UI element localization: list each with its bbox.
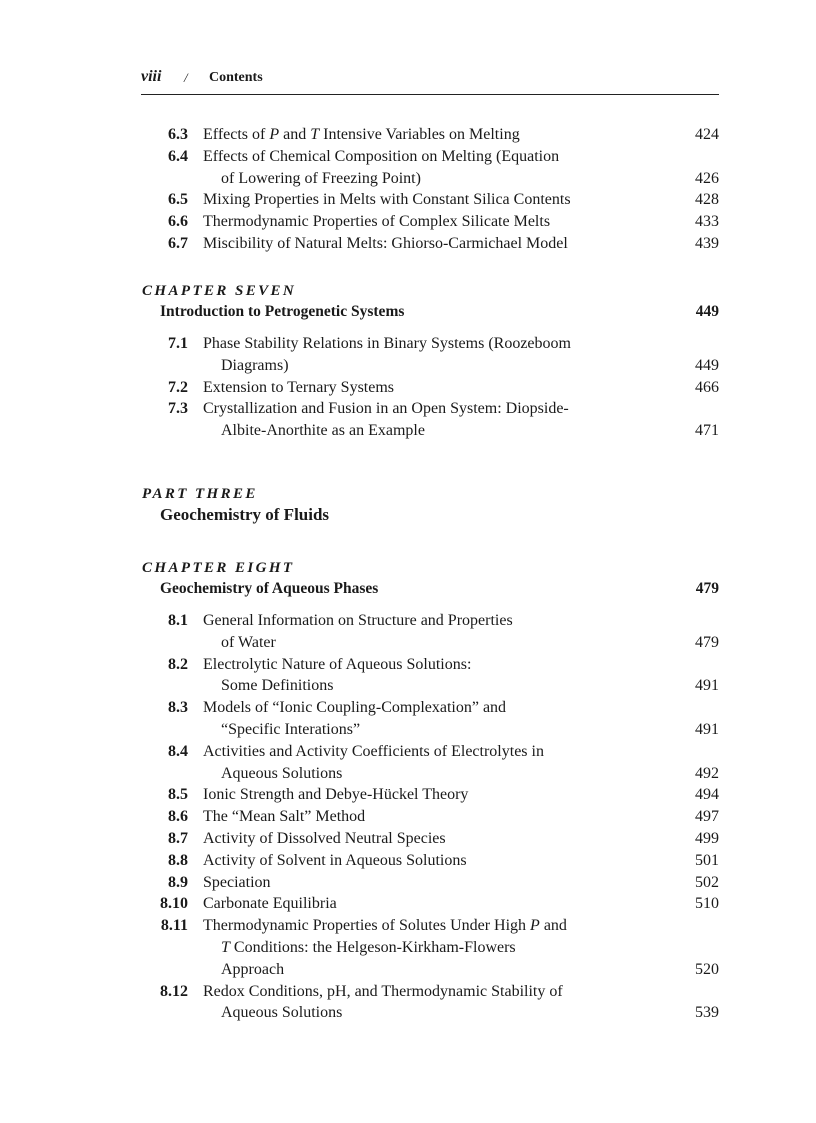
- section-title-line: of Lowering of Freezing Point): [221, 169, 421, 187]
- section-title-line: Albite-Anorthite as an Example: [221, 422, 425, 440]
- section-page-number: 510: [695, 895, 719, 913]
- section-title-line: of Water: [221, 633, 276, 651]
- section-title-line: Extension to Ternary Systems: [203, 378, 395, 396]
- section-number: 8.3: [168, 699, 188, 717]
- section-page-number: 497: [695, 808, 719, 826]
- header-separator: /: [184, 70, 188, 85]
- section-title-line: General Information on Structure and Properties: [203, 612, 513, 629]
- section-number: 8.4: [168, 742, 188, 760]
- section-number: 8.8: [168, 851, 188, 869]
- section-title-line: Approach: [221, 960, 285, 978]
- section-title-line: Ionic Strength and Debye-Hückel Theory: [203, 786, 469, 804]
- running-header: [141, 68, 719, 95]
- section-title-line: Thermodynamic Properties of Solutes Under High P and: [203, 917, 567, 935]
- section-number: 8.10: [160, 895, 188, 913]
- part-three-title: Geochemistry of Fluids: [160, 505, 330, 524]
- section-page-number: 433: [695, 213, 719, 231]
- section-title-line: Redox Conditions, pH, and Thermodynamic Stability of: [203, 982, 563, 1000]
- section-title-line: Aqueous Solutions: [221, 764, 343, 782]
- section-title-line: T Conditions: the Helgeson-Kirkham-Flowers: [221, 939, 516, 956]
- section-title-line: Diagrams): [221, 356, 289, 374]
- section-page-number: 424: [695, 126, 719, 143]
- section-number: 6.6: [168, 213, 188, 231]
- section-title-line: Activity of Solvent in Aqueous Solutions: [203, 851, 467, 869]
- section-page-number: 491: [695, 677, 719, 695]
- section-page-number: 466: [695, 378, 719, 396]
- section-page-number: 492: [695, 764, 719, 782]
- section-number: 6.7: [168, 235, 188, 252]
- section-number: 8.11: [160, 917, 188, 935]
- section-number: 8.7: [168, 830, 188, 847]
- chapter-eight-label: CHAPTER EIGHT: [142, 560, 295, 576]
- section-number: 8.12: [160, 982, 188, 1000]
- section-title-line: Crystallization and Fusion in an Open System: Diopside-: [203, 400, 569, 418]
- section-page-number: 491: [695, 721, 719, 738]
- section-number: 8.5: [168, 786, 188, 804]
- section-page-number: 502: [695, 873, 719, 891]
- section-number: 7.2: [168, 378, 188, 396]
- section-title-line: Effects of Chemical Composition on Melting (Equation: [203, 147, 560, 165]
- section-number: 6.4: [168, 147, 188, 165]
- section-title-line: Mixing Properties in Melts with Constant Silica Contents: [203, 191, 571, 209]
- section-title-line: Aqueous Solutions: [221, 1004, 343, 1022]
- section-number: 8.1: [168, 612, 188, 629]
- section-page-number: 449: [695, 356, 719, 374]
- section-page-number: 479: [695, 633, 719, 651]
- section-page-number: 539: [695, 1004, 719, 1022]
- section-number: 7.1: [168, 335, 188, 352]
- chapter-seven-page: 449: [695, 303, 719, 320]
- section-title-line: Phase Stability Relations in Binary Systems (Roozeboom: [203, 335, 571, 352]
- section-title-line: The “Mean Salt” Method: [203, 808, 366, 826]
- section-title-line: Effects of P and T Intensive Variables on Melting: [203, 126, 520, 143]
- section-number: 8.2: [168, 655, 188, 673]
- section-page-number: 499: [695, 830, 719, 847]
- section-number: 6.3: [168, 126, 188, 143]
- section-title-line: Electrolytic Nature of Aqueous Solutions:: [203, 655, 472, 673]
- section-page-number: 471: [695, 422, 719, 440]
- section-title-line: Some Definitions: [221, 677, 334, 695]
- section-page-number: 494: [695, 786, 719, 804]
- section-page-number: 426: [695, 169, 719, 187]
- section-title-line: Speciation: [203, 873, 271, 891]
- section-page-number: 439: [695, 235, 719, 252]
- section-title-line: Miscibility of Natural Melts: Ghiorso-Carmichael Model: [203, 235, 568, 252]
- section-number: 7.3: [168, 400, 188, 418]
- chapter-seven-label: CHAPTER SEVEN: [142, 283, 297, 299]
- section-title-line: Thermodynamic Properties of Complex Silicate Melts: [203, 213, 551, 231]
- section-number: 6.5: [168, 191, 188, 209]
- section-title-line: Carbonate Equilibria: [203, 895, 337, 913]
- section-title-line: Activities and Activity Coefficients of Electrolytes in: [203, 742, 544, 760]
- section-number: 8.9: [168, 873, 188, 891]
- section-page-number: 520: [695, 960, 719, 978]
- section-title-line: “Specific Interations”: [221, 721, 361, 738]
- chapter-eight-title: Geochemistry of Aqueous Phases: [160, 580, 379, 597]
- part-three-label: PART THREE: [142, 486, 258, 502]
- section-title-line: Activity of Dissolved Neutral Species: [203, 830, 446, 847]
- section-number: 8.6: [168, 808, 188, 826]
- header-title: Contents: [209, 70, 263, 85]
- chapter-eight-page: 479: [695, 580, 719, 597]
- chapter-seven-title: Introduction to Petrogenetic Systems: [160, 303, 405, 320]
- section-page-number: 501: [695, 851, 719, 869]
- page-number: viii: [141, 68, 162, 85]
- section-title-line: Models of “Ionic Coupling-Complexation” and: [203, 699, 507, 717]
- section-page-number: 428: [695, 191, 719, 209]
